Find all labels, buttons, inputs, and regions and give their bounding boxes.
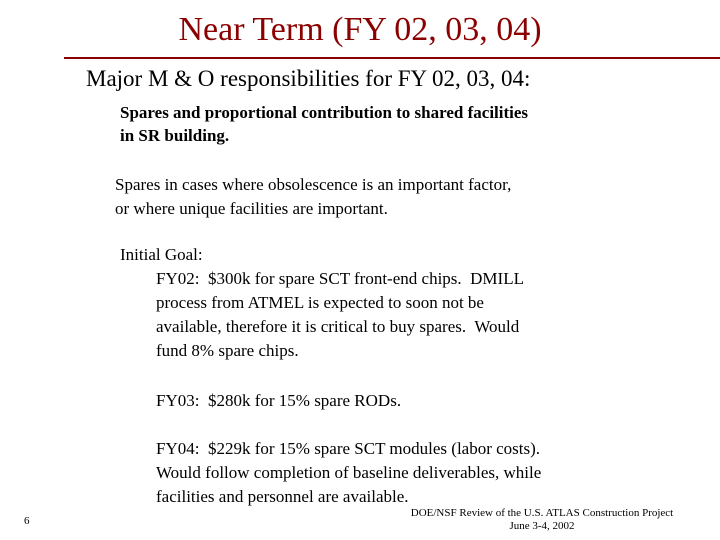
text-line: FY03: $280k for 15% spare RODs. xyxy=(156,391,402,410)
text-line: available, therefore it is critical to buy spares. Would xyxy=(156,317,520,336)
title-rule xyxy=(64,57,720,59)
text-line: facilities and personnel are available. xyxy=(156,487,409,506)
footer xyxy=(392,507,692,533)
text-line: Spares and proportional contribution to shared facilities xyxy=(120,103,529,122)
fy04-goal xyxy=(156,437,541,509)
text-line: Would follow completion of baseline deliverables, while xyxy=(156,463,542,482)
slide-number: 6 xyxy=(24,515,30,527)
slide-title: Near Term (FY 02, 03, 04) xyxy=(178,11,542,48)
text-line: fund 8% spare chips. xyxy=(156,341,299,360)
section-heading: Major M & O responsibilities for FY 02, 03, 04: xyxy=(86,66,531,91)
text-line: in SR building. xyxy=(120,126,230,145)
text-line: process from ATMEL is expected to soon not be xyxy=(156,293,484,312)
footer-line: DOE/NSF Review of the U.S. ATLAS Construction Project xyxy=(410,507,674,519)
text-line: FY04: $229k for 15% spare SCT modules (labor costs). xyxy=(156,439,541,458)
spares-obsolescence-paragraph xyxy=(115,173,511,221)
fy02-goal xyxy=(156,267,524,363)
footer-line: June 3-4, 2002 xyxy=(509,520,575,532)
text-line: or where unique facilities are important. xyxy=(115,199,388,218)
text-line: FY02: $300k for spare SCT front-end chips. DMILL xyxy=(156,269,524,288)
fy03-goal xyxy=(156,389,401,413)
spares-shared-paragraph xyxy=(120,101,528,147)
text-line: Spares in cases where obsolescence is an important factor, xyxy=(115,175,512,194)
initial-goal-label: Initial Goal: xyxy=(120,245,203,264)
